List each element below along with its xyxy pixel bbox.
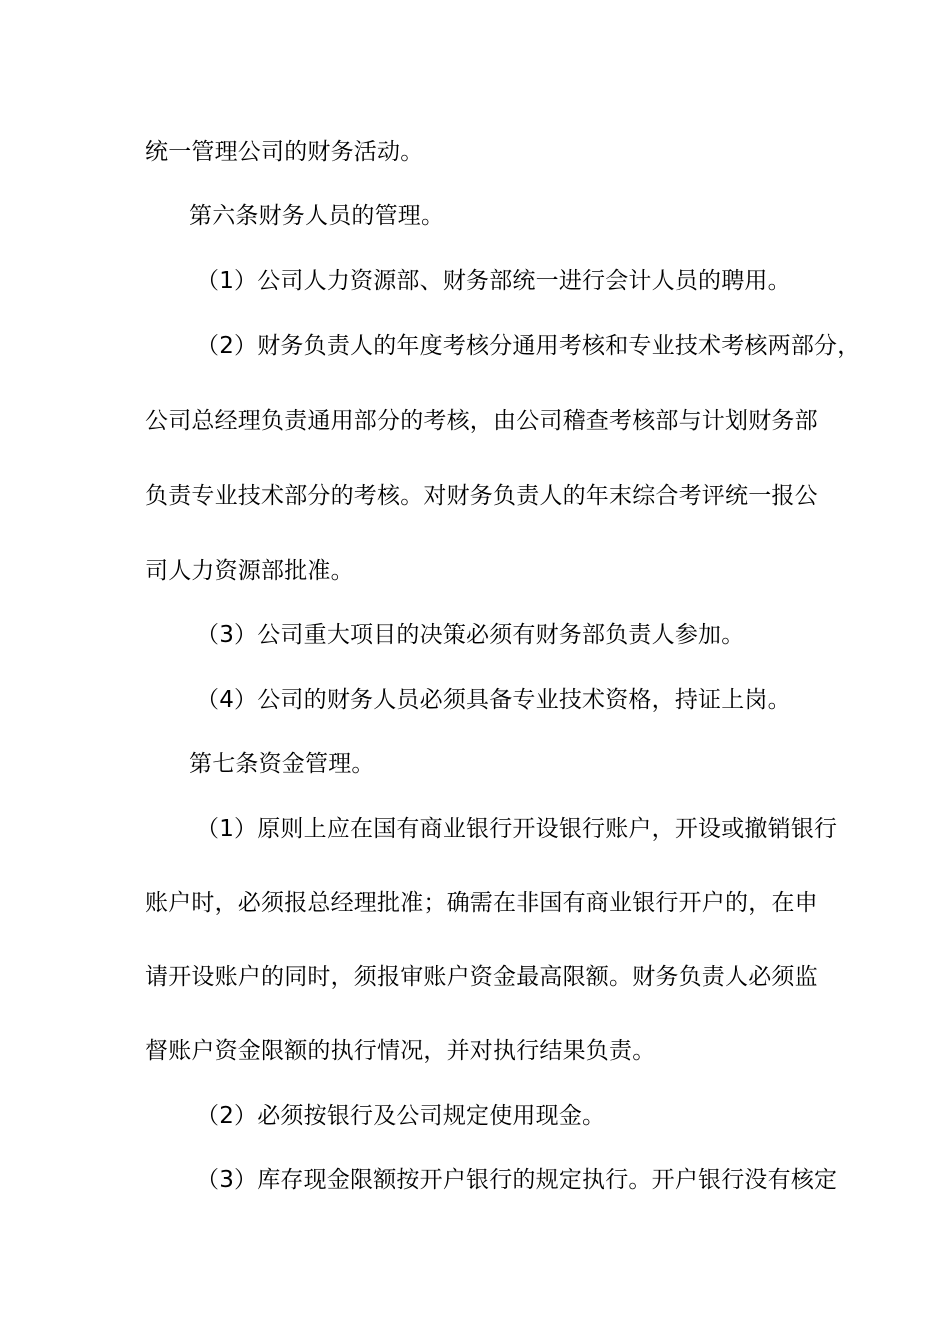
article-heading: 第六条财务人员的管理。 <box>189 203 445 229</box>
text-line: 负责专业技术部分的考核。对财务负责人的年末综合考评统一报公 <box>145 483 818 509</box>
list-item: （3）库存现金限额按开户银行的规定执行。开户银行没有核定 <box>196 1167 838 1193</box>
text-line: 督账户资金限额的执行情况，并对执行结果负责。 <box>145 1038 656 1064</box>
text-line: 请开设账户的同时，须报审账户资金最高限额。财务负责人必须监 <box>145 964 818 990</box>
text-line: 公司总经理负责通用部分的考核，由公司稽查考核部与计划财务部 <box>145 408 818 434</box>
text-line: 司人力资源部批准。 <box>145 558 354 584</box>
list-item: （3）公司重大项目的决策必须有财务部负责人参加。 <box>196 622 745 648</box>
text-line: 统一管理公司的财务活动。 <box>145 139 424 165</box>
list-item: （4）公司的财务人员必须具备专业技术资格，持证上岗。 <box>196 687 791 713</box>
list-item: （1）公司人力资源部、财务部统一进行会计人员的聘用。 <box>196 268 791 294</box>
article-heading: 第七条资金管理。 <box>189 751 375 777</box>
list-item: （2）财务负责人的年度考核分通用考核和专业技术考核两部分， <box>196 333 861 359</box>
list-item: （2）必须按银行及公司规定使用现金。 <box>196 1103 606 1129</box>
text-line: 账户时，必须报总经理批准；确需在非国有商业银行开户的，在申 <box>145 890 818 916</box>
list-item: （1）原则上应在国有商业银行开设银行账户，开设或撤销银行 <box>196 816 838 842</box>
